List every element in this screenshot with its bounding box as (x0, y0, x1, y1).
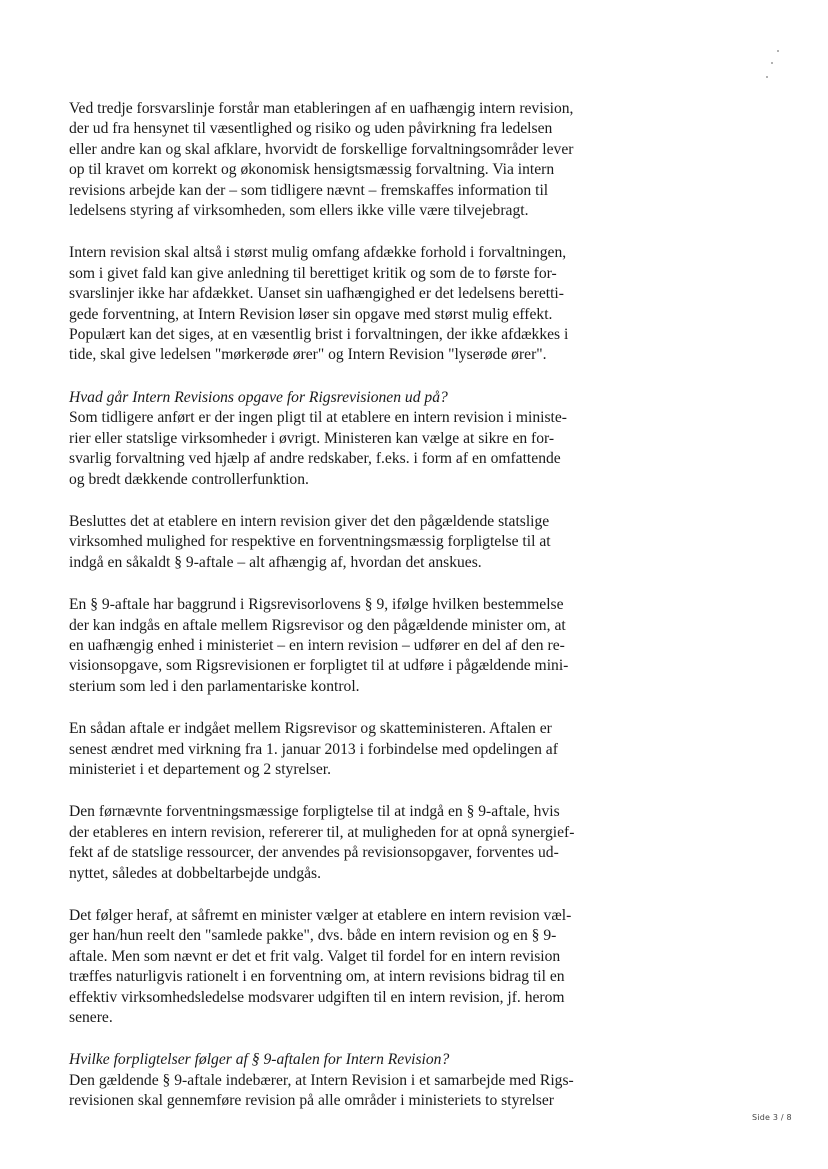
text-line: der etableres en intern revision, refererer til, at muligheden for at opnå synergief- (69, 823, 575, 841)
text-line: En § 9-aftale har baggrund i Rigsrevisorlovens § 9, ifølge hvilken bestemmelse (69, 596, 564, 614)
text-line: Ved tredje forsvarslinje forstår man etableringen af en uafhængig intern revision, (69, 100, 574, 117)
scan-speck (777, 50, 779, 52)
text-line: visionsopgave, som Rigsrevisionen er forpligtet til at udføre i pågældende mini- (69, 657, 569, 675)
text-line: der ud fra hensynet til væsentlighed og risiko og uden påvirkning fra ledelsen (69, 120, 553, 138)
paragraph-agreement-concluded (69, 719, 699, 780)
scan-specks (762, 42, 786, 86)
scan-speck (771, 62, 773, 64)
paragraph-complete-package (69, 906, 699, 1028)
text-line: træffes naturligvis rationelt i en forventning om, at intern revisions bidrag til en (69, 968, 565, 986)
text-line: svarlig forvaltning ved hjælp af andre redskaber, f.eks. i form af en omfattende (69, 450, 561, 468)
text-line: ministeriet i et departement og 2 styrelser. (69, 760, 331, 778)
text-line: ger han/hun reelt den "samlede pakke", dvs. både en intern revision og en § 9- (69, 927, 557, 945)
text-line: nyttet, således at dobbeltarbejde undgås. (69, 864, 322, 882)
text-line: rier eller statslige virksomheder i øvrigt. Ministeren kan vælge at sikre en for- (69, 429, 555, 447)
text-line: Som tidligere anført er der ingen pligt til at etablere en intern revision i ministe- (69, 409, 567, 427)
text-line: ledelsens styring af virksomheden, som ellers ikke ville være tilvejebragt. (69, 202, 529, 220)
text-line: fekt af de statslige ressourcer, der anvendes på revisionsopgaver, forventes ud- (69, 844, 559, 862)
paragraph-current-agreement (69, 1071, 699, 1112)
text-line: virksomhed mulighed for respektive en forventningsmæssig forpligtelse til at (69, 533, 551, 551)
text-line: senere. (69, 1009, 113, 1027)
text-line: revisions arbejde kan der – som tidligere nævnt – fremskaffes information til (69, 181, 549, 199)
text-line: Intern revision skal altså i størst mulig omfang afdække forhold i forvaltningen, (69, 244, 567, 262)
text-line: Besluttes det at etablere en intern revision giver det den pågældende statslige (69, 512, 550, 530)
text-line: Det følger heraf, at såfremt en minister vælger at etablere en intern revision væl- (69, 907, 572, 924)
text-line: svarslinjer ikke har afdækket. Uanset sin uafhængighed er det ledelsens beretti- (69, 285, 564, 303)
scan-speck (766, 76, 768, 78)
section-heading: Hvilke forpligtelser følger af § 9-aftalen for Intern Revision? (69, 1051, 450, 1069)
document-body (69, 99, 699, 1112)
text-line: sterium som led i den parlamentariske kontrol. (69, 677, 360, 695)
text-line: eller andre kan og skal afklare, hvorvidt de forskellige forvaltningsområder lever (69, 140, 574, 158)
text-line: En sådan aftale er indgået mellem Rigsrevisor og skatteministeren. Aftalen er (69, 720, 552, 738)
text-line: gede forventning, at Intern Revision løser sin opgave med størst mulig effekt. (69, 305, 553, 323)
paragraph-no-obligation (69, 408, 699, 490)
paragraph-section-9-background (69, 595, 699, 697)
text-line: Den gældende § 9-aftale indebærer, at Intern Revision i et samarbejde med Rigs- (69, 1071, 574, 1089)
text-line: op til kravet om korrekt og økonomisk hensigtsmæssig forvaltning. Via intern (69, 161, 555, 179)
text-line: aftale. Men som nævnt er det et frit valg. Valget til fordel for en intern revision (69, 947, 561, 965)
paragraph-internal-audit-scope (69, 243, 699, 365)
text-line: tide, skal give ledelsen "mørkerøde ører" og Intern Revision "lyserøde ører". (69, 346, 547, 364)
text-line: og bredt dækkende controllerfunktion. (69, 470, 309, 488)
text-line: som i givet fald kan give anledning til berettiget kritik og som de to første for- (69, 264, 557, 282)
text-line: revisionen skal gennemføre revision på alle områder i ministeriets to styrelser (69, 1092, 554, 1110)
section-heading: Hvad går Intern Revisions opgave for Rigsrevisionen ud på? (69, 388, 448, 406)
text-line: effektiv virksomhedsledelse modsvarer udgiften til en intern revision, jf. herom (69, 988, 565, 1006)
page-number: Side 3 / 8 (752, 1113, 792, 1122)
text-line: der kan indgås en aftale mellem Rigsrevisor og den pågældende minister om, at (69, 616, 566, 634)
paragraph-synergy (69, 802, 699, 884)
text-line: indgå en såkaldt § 9-aftale – alt afhængig af, hvordan det anskues. (69, 553, 482, 571)
text-line: Populært kan det siges, at en væsentlig brist i forvaltningen, der ikke afdækkes i (69, 326, 569, 344)
text-line: en uafhængig enhed i ministeriet – en intern revision – udfører en del af den re- (69, 636, 565, 654)
text-line: Den førnævnte forventningsmæssige forpligtelse til at indgå en § 9-aftale, hvis (69, 803, 560, 821)
paragraph-third-line-of-defence (69, 99, 699, 221)
text-line: senest ændret med virkning fra 1. januar 2013 i forbindelse med opdelingen af (69, 740, 558, 758)
paragraph-decision-to-establish (69, 512, 699, 573)
